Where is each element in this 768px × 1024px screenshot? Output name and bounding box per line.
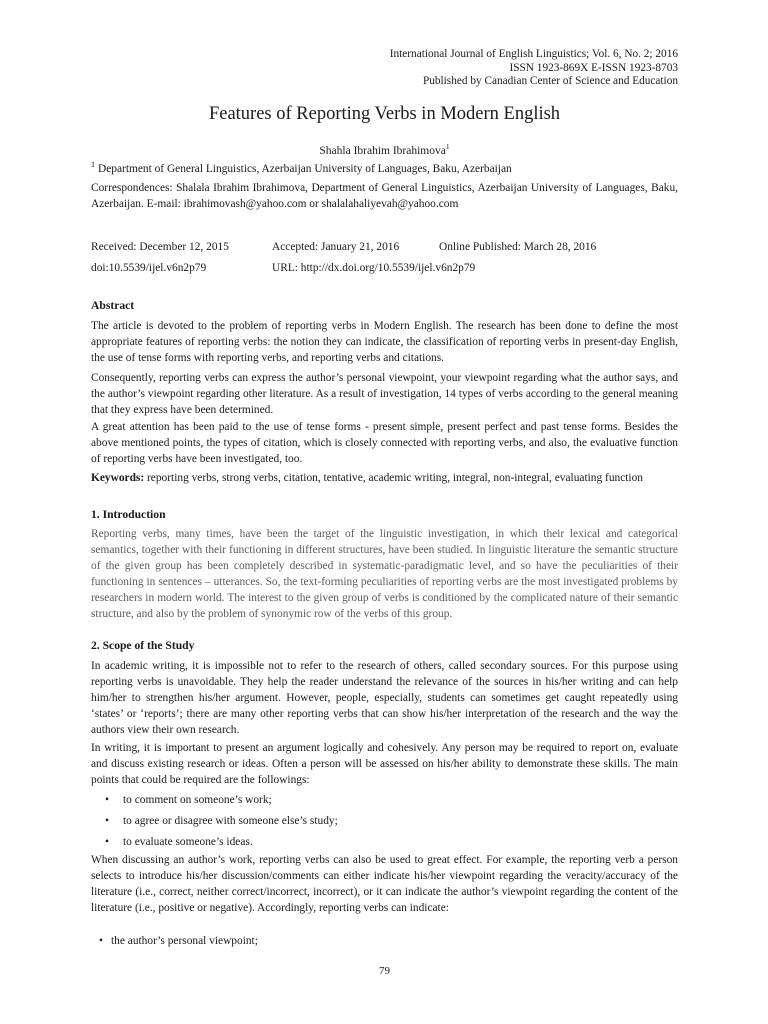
abstract-heading: Abstract	[91, 299, 135, 312]
list-item-text: to agree or disagree with someone else’s study;	[123, 815, 338, 827]
scope-paragraph-1: In academic writing, it is impossible not to refer to the research of others, called secondary sources. For this purpose using reporting verbs is unavoidable. They help the reader understand the relevance of the sources in his/her writing and can help him/her to strengthen his/her argument. However, people, especially, students can sometimes get caught repeatedly using ‘states’ or ‘reports’; there are many other reporting verbs that can show his/her interpretation of the research and the way the authors view their own research.	[91, 660, 678, 736]
bullet-icon: •	[105, 815, 109, 827]
affiliation-sup: 1	[91, 160, 95, 169]
keywords-text: reporting verbs, strong verbs, citation, tentative, academic writing, integral, non-integral, evaluating function	[147, 472, 643, 484]
bullet-icon: •	[105, 836, 109, 848]
doi-link[interactable]: doi:10.5539/ijel.v6n2p79	[91, 262, 207, 274]
abstract-paragraph-2: Consequently, reporting verbs can express the author’s personal viewpoint, your viewpoint regarding what the author says, and the author’s viewpoint regarding other literature. As a result of investigation, 14 types of verbs according to the general meaning that they express have been determined.	[91, 372, 678, 416]
list-item	[99, 935, 258, 947]
journal-line: International Journal of English Linguistics; Vol. 6, No. 2; 2016	[389, 48, 678, 60]
bullet-icon: •	[99, 935, 103, 947]
scope-heading: 2. Scope of the Study	[91, 639, 195, 652]
keywords-label: Keywords:	[91, 472, 145, 484]
publisher-line: Published by Canadian Center of Science and Education	[422, 75, 678, 87]
scope-paragraph-3: When discussing an author’s work, reporting verbs can also be used to great effect. For example, the reporting verb a person selects to introduce his/her discussion/comments can either indicate his/her viewpoint regarding the veracity/accuracy of the literature (i.e., correct, neither correct/incorrect, incorrect), or it can indicate the author’s viewpoint regarding the content of the literature (i.e., positive or negative). Accordingly, reporting verbs can indicate:	[91, 854, 678, 914]
list-item-text: to comment on someone’s work;	[123, 794, 272, 806]
list-item	[105, 836, 253, 848]
abstract-paragraph-3: A great attention has been paid to the use of tense forms - present simple, present perfect and past tense forms. Besides the above mentioned points, the types of citation, which is closely connected with reporting verbs, and also, the evaluative function of reporting verbs have been investigated, too.	[91, 421, 678, 465]
list-item-text: to evaluate someone’s ideas.	[123, 836, 253, 848]
author-line	[91, 142, 678, 157]
introduction-heading: 1. Introduction	[91, 508, 166, 521]
list-item	[105, 794, 272, 806]
keywords	[91, 471, 678, 487]
introduction-text: Reporting verbs, many times, have been the target of the linguistic investigation, in which their lexical and categorical semantics, together with their functioning in different structures, have been studied. In linguistic literature the semantic structure of the given group has been completely described in systematic-paradigmatic level, and so have the peculiarities of their functioning in sentences – utterances. So, the text-forming peculiarities of reporting verbs are the most investigated problems by researchers in modern world. The interest to the given group of verbs is conditioned by the complicated nature of their semantic structure, and also by the problem of synonymic row of the verbs of this group.	[91, 528, 678, 620]
correspondence: Correspondences: Shalala Ibrahim Ibrahimova, Department of General Linguistics, Azerbaijan University of Languages, Baku, Azerbaijan. E-mail: ibrahimovash@yahoo.com or shalalahaliyevah@yahoo.com	[91, 182, 678, 210]
accepted-date: Accepted: January 21, 2016	[272, 241, 400, 253]
affiliation	[91, 160, 512, 175]
abstract-paragraph-1: The article is devoted to the problem of reporting verbs in Modern English. The research has been done to define the most appropriate features of reporting verbs: the notion they can indicate, the classification of reporting verbs in present-day English, the use of tense forms with reporting verbs, and reporting verbs and citations.	[91, 320, 678, 364]
url-link[interactable]: URL: http://dx.doi.org/10.5539/ijel.v6n2p79	[272, 262, 476, 274]
bullet-icon: •	[105, 794, 109, 806]
issn-line: ISSN 1923-869X E-ISSN 1923-8703	[509, 61, 678, 74]
affiliation-text: Department of General Linguistics, Azerbaijan University of Languages, Baku, Azerbaijan	[98, 162, 512, 175]
author-sup: 1	[445, 142, 450, 151]
list-item	[105, 815, 338, 827]
list-item-text: the author’s personal viewpoint;	[111, 935, 258, 947]
published-date: Online Published: March 28, 2016	[439, 241, 597, 253]
author-name: Shahla Ibrahim Ibrahimova	[319, 144, 446, 157]
page-number: 79	[379, 965, 390, 977]
scope-paragraph-2: In writing, it is important to present an argument logically and cohesively. Any person may be required to report on, evaluate and discuss existing research or ideas. Often a person will be assessed on his/her ability to demonstrate these skills. The main points that could be required are the followings:	[91, 742, 678, 786]
journal-header	[390, 48, 678, 89]
paper-title: Features of Reporting Verbs in Modern English	[208, 104, 561, 124]
received-date: Received: December 12, 2015	[91, 241, 229, 253]
